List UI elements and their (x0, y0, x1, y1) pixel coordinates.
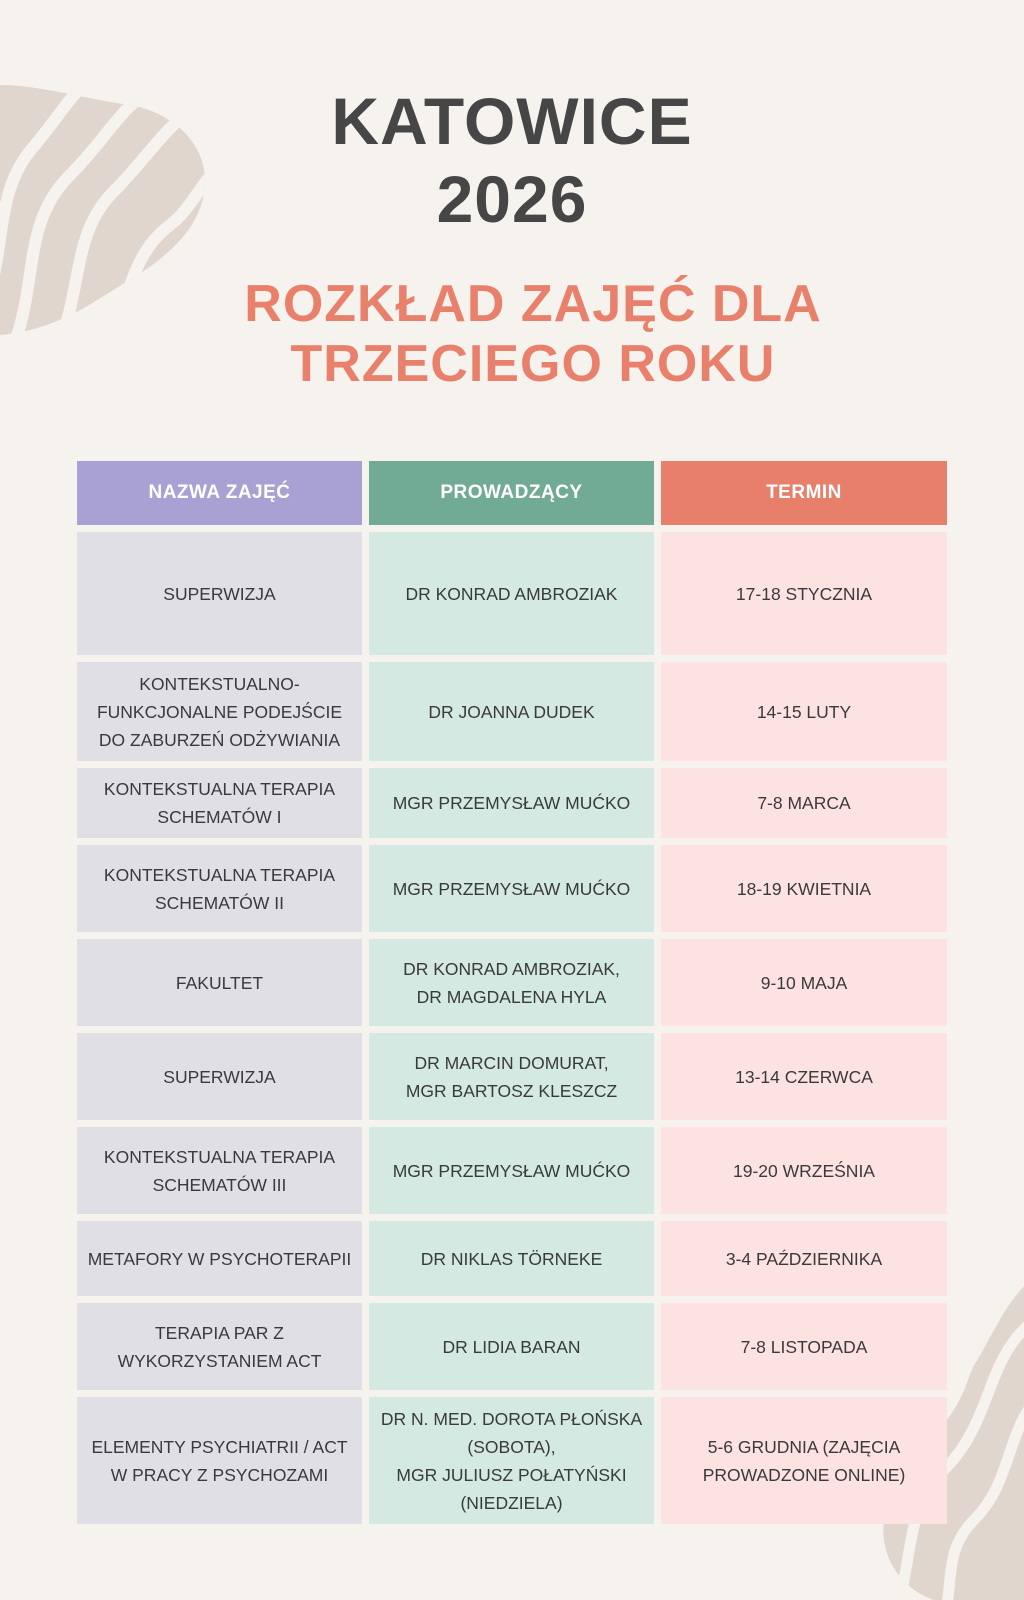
lecturer-cell: DR KONRAD AMBROZIAK (369, 532, 654, 655)
lecturer-cell: MGR PRZEMYSŁAW MUĆKO (369, 768, 654, 838)
class-name-cell: ELEMENTY PSYCHIATRII / ACT W PRACY Z PSYCHOZAMI (77, 1397, 362, 1524)
page-subtitle: ROZKŁAD ZAJĘĆ DLA (244, 275, 822, 333)
class-name-cell: TERAPIA PAR Z WYKORZYSTANIEM ACT (77, 1303, 362, 1390)
date-cell: 7-8 LISTOPADA (661, 1303, 947, 1390)
lecturer-cell: DR MARCIN DOMURAT, MGR BARTOSZ KLESZCZ (369, 1033, 654, 1120)
page-subtitle-line2: TRZECIEGO ROKU (290, 335, 776, 393)
date-cell: 7-8 MARCA (661, 768, 947, 838)
schedule-table (77, 461, 947, 1524)
date-cell: 13-14 CZERWCA (661, 1033, 947, 1120)
class-name-cell: KONTEKSTUALNA TERAPIA SCHEMATÓW I (77, 768, 362, 838)
table-row (77, 1303, 947, 1390)
date-cell: 17-18 STYCZNIA (661, 532, 947, 655)
date-cell: 18-19 KWIETNIA (661, 845, 947, 932)
lecturer-cell: DR N. MED. DOROTA PŁOŃSKA (SOBOTA), MGR JULIUSZ POŁATYŃSKI (NIEDZIELA) (369, 1397, 654, 1524)
page-title-year: 2026 (436, 162, 588, 236)
column-header-lecturer: PROWADZĄCY (369, 461, 654, 525)
date-cell: 14-15 LUTY (661, 662, 947, 761)
class-name-cell: FAKULTET (77, 939, 362, 1026)
date-cell: 5-6 GRUDNIA (ZAJĘCIA PROWADZONE ONLINE) (661, 1397, 947, 1524)
table-row (77, 939, 947, 1026)
table-row (77, 1221, 947, 1296)
lecturer-cell: DR NIKLAS TÖRNEKE (369, 1221, 654, 1296)
table-row (77, 1033, 947, 1120)
table-header-row (77, 461, 947, 525)
page-title-city: KATOWICE (331, 84, 693, 158)
lecturer-cell: DR LIDIA BARAN (369, 1303, 654, 1390)
class-name-cell: SUPERWIZJA (77, 1033, 362, 1120)
class-name-cell: KONTEKSTUALNA TERAPIA SCHEMATÓW II (77, 845, 362, 932)
table-row (77, 1127, 947, 1214)
lecturer-cell: MGR PRZEMYSŁAW MUĆKO (369, 1127, 654, 1214)
table-row (77, 845, 947, 932)
table-row (77, 532, 947, 655)
table-row (77, 1397, 947, 1524)
class-name-cell: KONTEKSTUALNO- FUNKCJONALNE PODEJŚCIE DO ZABURZEŃ ODŻYWIANIA (77, 662, 362, 761)
column-header-date: TERMIN (661, 461, 947, 525)
date-cell: 9-10 MAJA (661, 939, 947, 1026)
class-name-cell: METAFORY W PSYCHOTERAPII (77, 1221, 362, 1296)
lecturer-cell: MGR PRZEMYSŁAW MUĆKO (369, 845, 654, 932)
date-cell: 3-4 PAŹDZIERNIKA (661, 1221, 947, 1296)
date-cell: 19-20 WRZEŚNIA (661, 1127, 947, 1214)
lecturer-cell: DR JOANNA DUDEK (369, 662, 654, 761)
lecturer-cell: DR KONRAD AMBROZIAK, DR MAGDALENA HYLA (369, 939, 654, 1026)
class-name-cell: SUPERWIZJA (77, 532, 362, 655)
class-name-cell: KONTEKSTUALNA TERAPIA SCHEMATÓW III (77, 1127, 362, 1214)
table-row (77, 768, 947, 838)
table-row (77, 662, 947, 761)
column-header-name: NAZWA ZAJĘĆ (77, 461, 362, 525)
